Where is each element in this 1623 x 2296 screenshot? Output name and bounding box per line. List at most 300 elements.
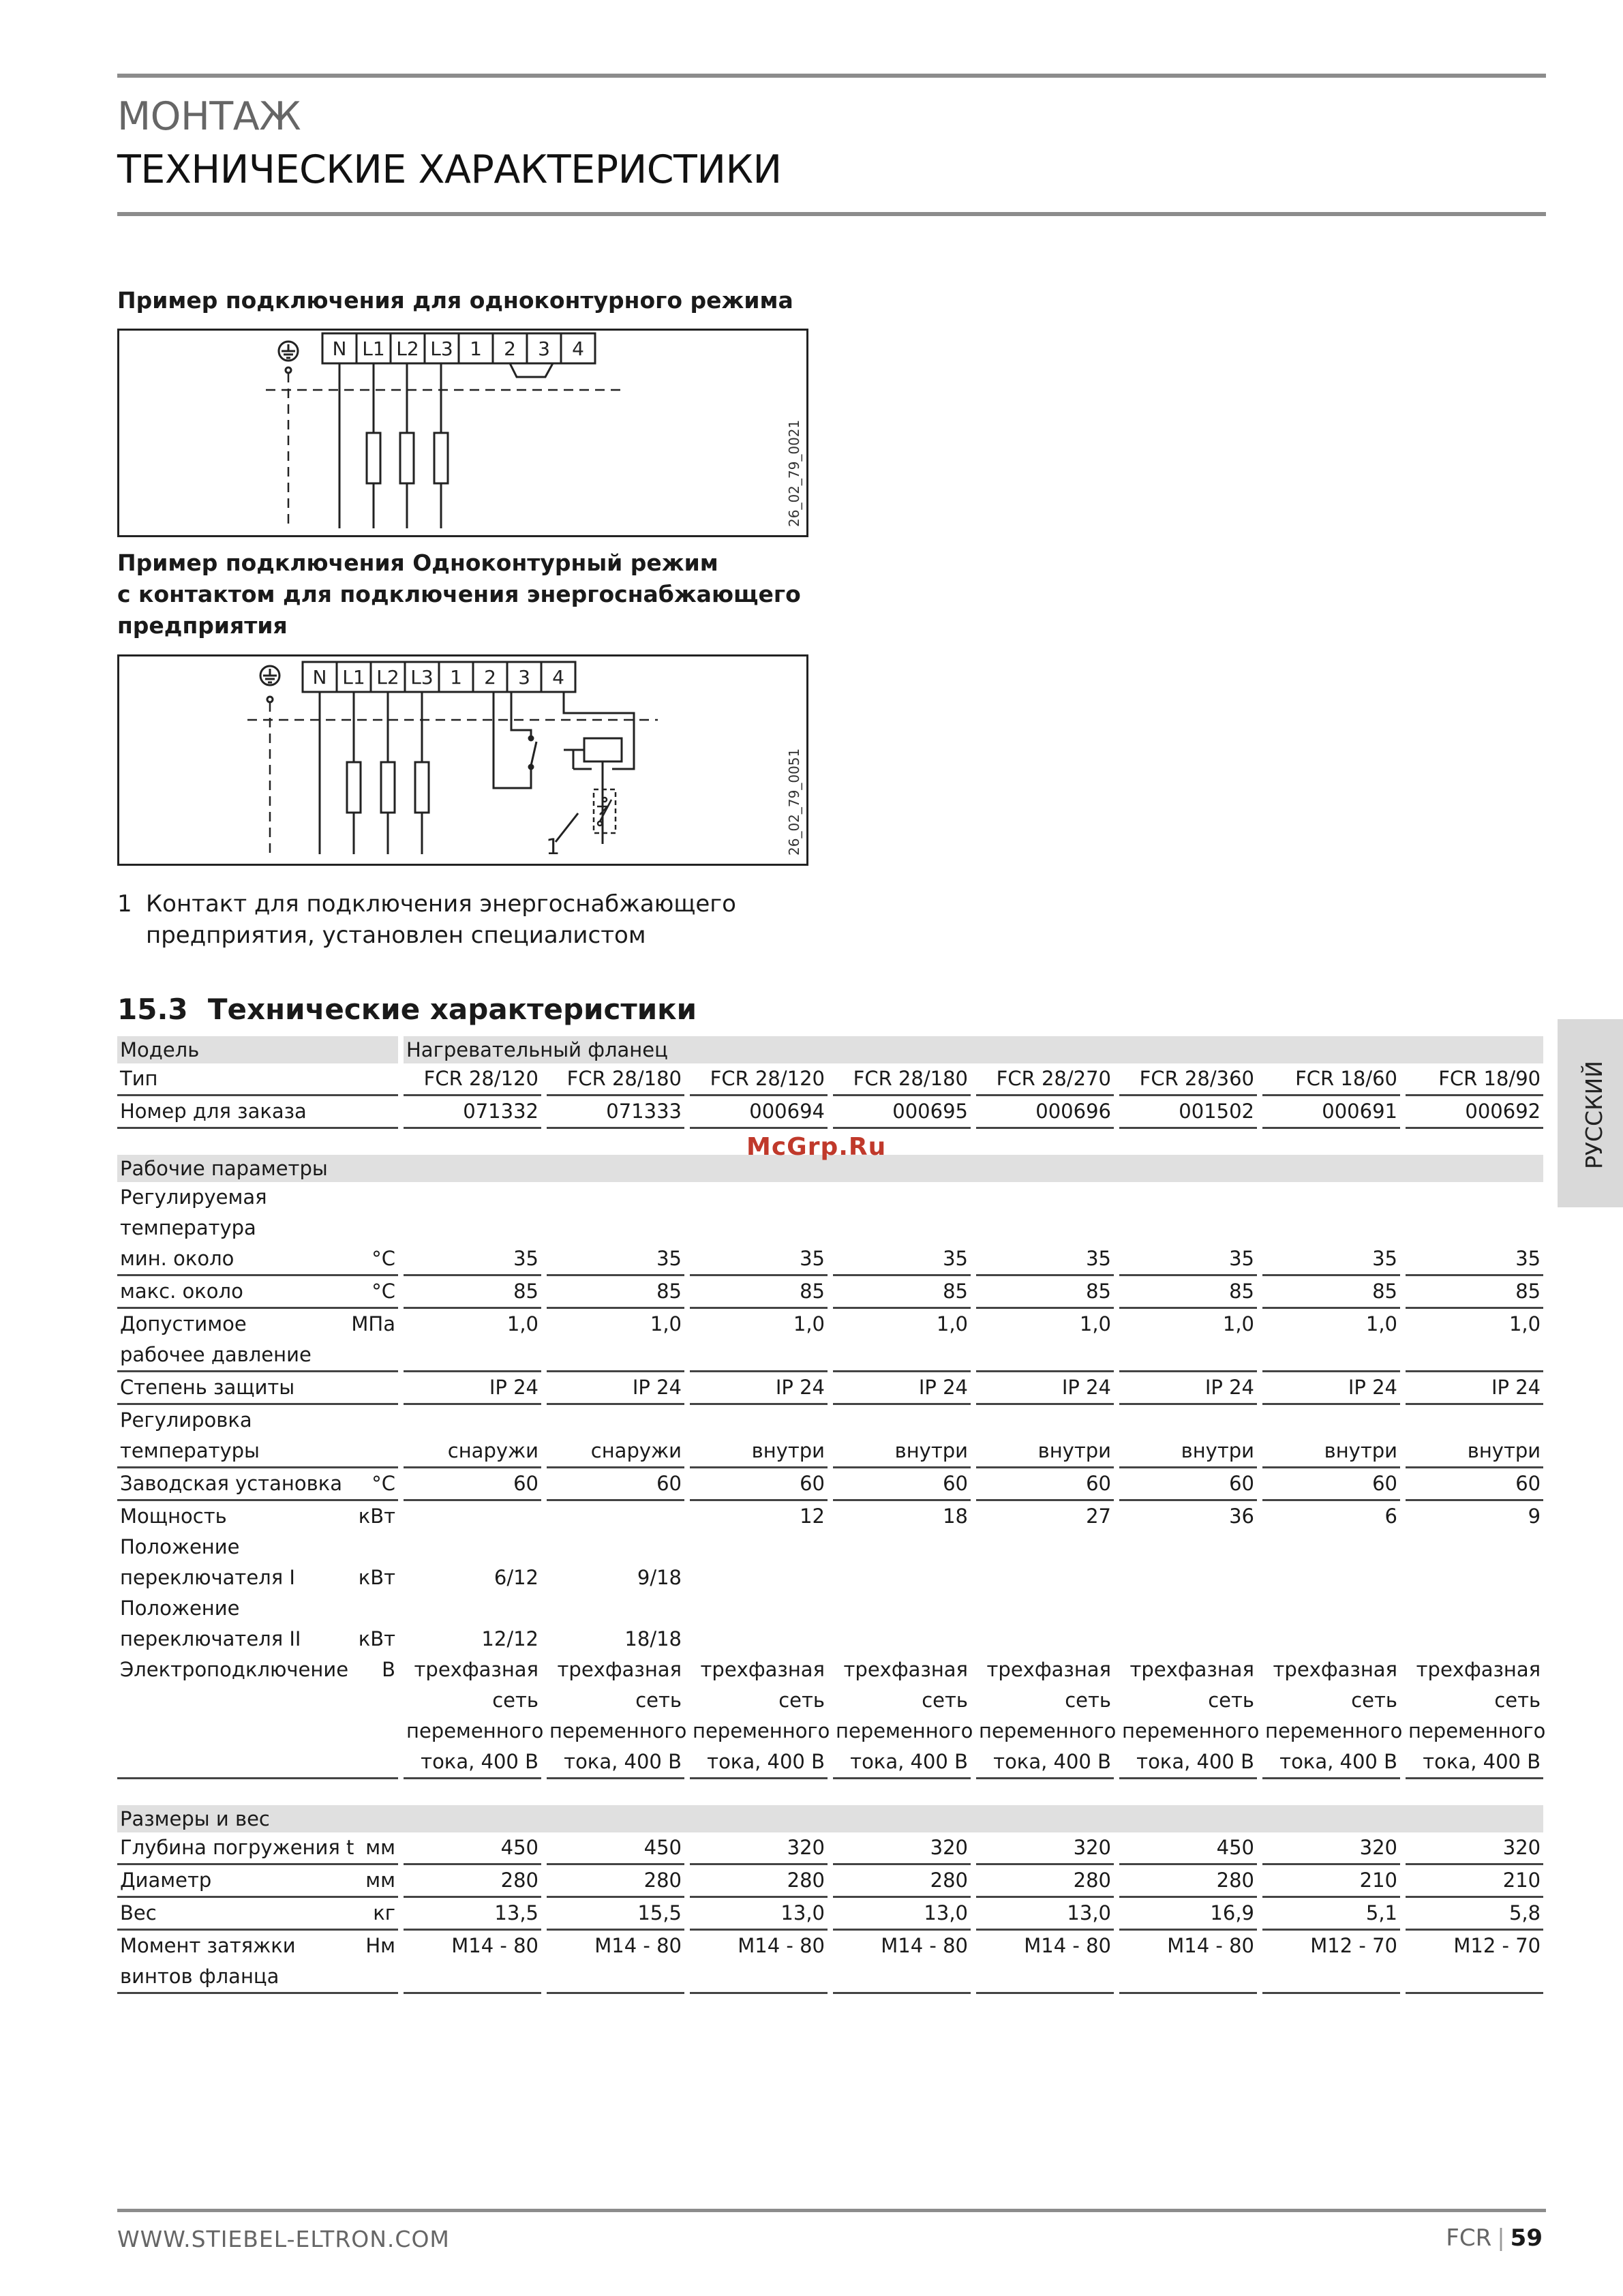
value-cell [687,1624,830,1655]
value-cell: переменного [973,1716,1117,1747]
value-cell: 210 [1260,1864,1403,1897]
row-label [117,1685,334,1716]
value-cell [544,1593,687,1624]
value-cell [1117,1532,1260,1562]
value-cell: 280 [830,1864,973,1897]
pressure-row [117,1308,1543,1340]
diameter-row [117,1864,1543,1897]
value-cell [1117,1593,1260,1624]
terminal-label: N [332,337,347,360]
value-cell [687,1340,830,1372]
value-cell: 35 [401,1243,544,1275]
value-cell: 071332 [401,1096,544,1128]
diagram1-caption: Пример подключения для одноконтурного режима [117,287,793,314]
terminal-label: 4 [572,337,584,360]
value-cell: 1,0 [973,1308,1117,1340]
value-cell: 13,0 [687,1897,830,1930]
value-cell: IP 24 [1260,1372,1403,1404]
row-label: Модель [117,1036,334,1063]
terminal-label: 1 [470,337,482,360]
row-label: Глубина погружения t [117,1832,334,1864]
value-cell: 6 [1260,1500,1403,1532]
value-cell: сеть [830,1685,973,1716]
value-cell: 280 [1117,1864,1260,1897]
row-unit: °C [334,1243,401,1275]
row-unit [334,1747,401,1779]
value-cell: переменного [1260,1716,1403,1747]
value-cell [687,1213,830,1243]
depth-row [117,1832,1543,1864]
row-unit: кВт [358,1505,395,1528]
page-title: ТЕХНИЧЕСКИЕ ХАРАКТЕРИСТИКИ [117,147,782,192]
value-cell [973,1404,1117,1436]
value-cell: 320 [687,1832,830,1864]
value-cell: FCR 18/60 [1260,1063,1403,1096]
diagram2-caption-line2: с контактом для подключения энергоснабжающего [117,581,801,607]
value-cell: трехфазная [973,1655,1117,1685]
row-label: Номер для заказа [117,1096,334,1128]
value-cell: 35 [973,1243,1117,1275]
wiring-diagram-utility-contact [117,654,808,866]
value-cell: тока, 400 В [544,1747,687,1779]
value-cell: 18/18 [544,1624,687,1655]
value-cell: переменного [401,1716,544,1747]
factory-row [117,1468,1543,1500]
value-cell [830,1593,973,1624]
section-name: Технические характеристики [207,993,697,1026]
value-cell [544,1532,687,1562]
value-cell [973,1624,1117,1655]
value-cell [687,1182,830,1213]
value-cell [544,1500,687,1532]
row-label: Допустимое [120,1312,247,1335]
value-cell [1260,1593,1403,1624]
value-cell [401,1404,544,1436]
value-cell: M12 - 70 [1260,1930,1403,1962]
row-label: Степень защиты [117,1372,334,1404]
value-cell: сеть [1117,1685,1260,1716]
row-unit [334,1096,401,1128]
row-label: Диаметр [117,1864,334,1897]
value-cell [830,1961,973,1993]
value-cell: 320 [1260,1832,1403,1864]
value-cell: 85 [1117,1275,1260,1308]
value-cell: 1,0 [544,1308,687,1340]
value-cell [401,1532,544,1562]
language-tab-label: РУССКИЙ [1581,1061,1607,1169]
language-tab[interactable] [1558,1019,1623,1207]
relay-contact [594,789,616,833]
value-cell: 35 [830,1243,973,1275]
value-cell: 280 [544,1864,687,1897]
value-cell: 000692 [1403,1096,1543,1128]
value-cell [1403,1532,1543,1562]
value-cell [401,1213,544,1243]
value-cell: FCR 28/360 [1117,1063,1260,1096]
wiring-diagram-2-svg [119,656,810,868]
value-cell: трехфазная [830,1655,973,1685]
value-cell: 320 [1403,1832,1543,1864]
value-cell: 210 [1403,1864,1543,1897]
value-cell [544,1961,687,1993]
spacer-row [117,1779,1543,1806]
value-cell: 35 [1260,1243,1403,1275]
value-cell: M12 - 70 [1403,1930,1543,1962]
model-value: Нагревательный фланец [401,1036,1543,1063]
value-cell [1403,1340,1543,1372]
torque-row-2 [117,1961,1543,1993]
value-cell: тока, 400 В [973,1747,1117,1779]
value-cell: 280 [973,1864,1117,1897]
row-unit: мм [334,1832,401,1864]
row-label: Заводская установка [117,1468,334,1500]
wiring-diagram-1-svg [119,331,810,539]
value-cell [401,1500,544,1532]
terminal-block [303,662,575,692]
value-cell: FCR 28/270 [973,1063,1117,1096]
value-cell: 60 [1117,1468,1260,1500]
value-cell: 35 [1117,1243,1260,1275]
value-cell: трехфазная [1403,1655,1543,1685]
value-cell [830,1404,973,1436]
value-cell [1403,1624,1543,1655]
row-unit: В [382,1658,395,1681]
value-cell: сеть [1260,1685,1403,1716]
reg-temp-row-1 [117,1182,1543,1213]
value-cell: внутри [1260,1436,1403,1468]
reg-temp-row-2 [117,1213,1543,1243]
footer-page [1446,2224,1543,2252]
value-cell: IP 24 [544,1372,687,1404]
electric-row-4 [117,1747,1543,1779]
value-cell: IP 24 [1403,1372,1543,1404]
order-number-row [117,1096,1543,1128]
row-unit [334,1532,401,1562]
value-cell: внутри [1117,1436,1260,1468]
footer-brand: FCR [1446,2224,1492,2252]
value-cell: 5,8 [1403,1897,1543,1930]
value-cell: трехфазная [544,1655,687,1685]
value-cell [1260,1532,1403,1562]
value-cell: 12 [687,1500,830,1532]
value-cell: 85 [401,1275,544,1308]
value-cell: 85 [687,1275,830,1308]
value-cell [1260,1182,1403,1213]
temp-min-row [117,1243,1543,1275]
row-unit: МПа [351,1312,395,1335]
value-cell [1403,1404,1543,1436]
value-cell: 450 [544,1832,687,1864]
terminal-label: L1 [342,666,365,689]
value-cell: 60 [1260,1468,1403,1500]
value-cell [830,1532,973,1562]
value-cell: 1,0 [1403,1308,1543,1340]
electric-row-1 [117,1655,1543,1685]
row-unit: Нм [365,1934,395,1957]
value-cell: снаружи [401,1436,544,1468]
terminal-label: 2 [504,337,516,360]
weight-row [117,1897,1543,1930]
fuses [367,433,448,483]
row-label: Вес [117,1897,334,1930]
diagram2-caption-line3: предприятия [117,612,288,639]
value-cell: 27 [973,1500,1117,1532]
footer-rule [117,2209,1546,2212]
section-heading: МОНТАЖ [117,94,301,139]
value-cell: сеть [973,1685,1117,1716]
value-cell: 35 [1403,1243,1543,1275]
power-row [117,1500,1543,1532]
electric-row-2 [117,1685,1543,1716]
value-cell: тока, 400 В [1260,1747,1403,1779]
section-number: 15.3 [117,993,188,1026]
wiring-diagram-single-circuit [117,329,808,537]
type-row [117,1063,1543,1096]
switch2-row-1 [117,1593,1543,1624]
band-label: Рабочие параметры [117,1155,1543,1182]
value-cell [544,1182,687,1213]
value-cell [1117,1182,1260,1213]
value-cell: 60 [687,1468,830,1500]
value-cell: переменного [830,1716,973,1747]
fuses [347,762,429,813]
switch2-row-2 [117,1624,1543,1655]
value-cell [687,1593,830,1624]
terminal-label: L3 [410,666,434,689]
value-cell: M14 - 80 [544,1930,687,1962]
terminal-label: 3 [518,666,530,689]
value-cell: 85 [1403,1275,1543,1308]
value-cell: 35 [544,1243,687,1275]
value-cell: сеть [1403,1685,1543,1716]
ground-icon [260,666,279,702]
value-cell [973,1562,1117,1593]
value-cell: 60 [401,1468,544,1500]
terminal-label: L3 [430,337,453,360]
title-rule [117,212,1546,216]
value-cell [1117,1404,1260,1436]
row-unit: кВт [358,1566,395,1589]
row-label: переключателя I [120,1566,295,1589]
value-cell [1117,1340,1260,1372]
value-cell: M14 - 80 [973,1930,1117,1962]
row-label: рабочее давление [117,1340,334,1372]
row-label: Регулируемая [120,1185,267,1209]
value-cell: M14 - 80 [687,1930,830,1962]
switch1-row-2 [117,1562,1543,1593]
value-cell [544,1213,687,1243]
band-label: Размеры и вес [117,1805,1543,1832]
value-cell [687,1404,830,1436]
watermark: McGrp.Ru [746,1133,887,1161]
value-cell [1117,1961,1260,1993]
value-cell: 1,0 [830,1308,973,1340]
temp-max-row [117,1275,1543,1308]
model-row [117,1036,1543,1063]
value-cell: 60 [1403,1468,1543,1500]
row-unit: °C [334,1468,401,1500]
value-cell [401,1340,544,1372]
value-cell [830,1182,973,1213]
value-cell: трехфазная [1117,1655,1260,1685]
value-cell: 15,5 [544,1897,687,1930]
footnote-line2: предприятия, установлен специалистом [146,922,646,949]
value-cell: 35 [687,1243,830,1275]
value-cell: тока, 400 В [1403,1747,1543,1779]
value-cell: переменного [1403,1716,1543,1747]
row-unit [334,1404,401,1436]
row-label: макс. около [117,1275,334,1308]
terminal-label: 4 [552,666,564,689]
value-cell: IP 24 [401,1372,544,1404]
value-cell: 16,9 [1117,1897,1260,1930]
terminal-label: 2 [484,666,496,689]
value-cell: 000695 [830,1096,973,1128]
spec-table [117,1036,1546,1994]
value-cell [830,1340,973,1372]
value-cell: внутри [1403,1436,1543,1468]
value-cell [544,1404,687,1436]
value-cell: 12/12 [401,1624,544,1655]
row-label: Регулировка [120,1408,252,1432]
value-cell [830,1213,973,1243]
value-cell: IP 24 [973,1372,1117,1404]
value-cell: внутри [973,1436,1117,1468]
value-cell: тока, 400 В [1117,1747,1260,1779]
value-cell: 280 [687,1864,830,1897]
value-cell: FCR 28/180 [830,1063,973,1096]
value-cell: 320 [830,1832,973,1864]
value-cell: переменного [687,1716,830,1747]
row-unit: кг [334,1897,401,1930]
row-unit [334,1182,401,1213]
value-cell: снаружи [544,1436,687,1468]
row-unit [334,1685,401,1716]
top-rule [117,74,1546,78]
value-cell [544,1340,687,1372]
value-cell: тока, 400 В [401,1747,544,1779]
electric-row-3 [117,1716,1543,1747]
value-cell: 85 [973,1275,1117,1308]
value-cell: FCR 28/120 [687,1063,830,1096]
value-cell: 280 [401,1864,544,1897]
row-unit: кВт [358,1627,395,1650]
value-cell [973,1340,1117,1372]
value-cell: 320 [973,1832,1117,1864]
value-cell [687,1532,830,1562]
temp-control-row-1 [117,1404,1543,1436]
value-cell: сеть [544,1685,687,1716]
value-cell: 450 [401,1832,544,1864]
wires [320,692,634,854]
value-cell: 1,0 [687,1308,830,1340]
value-cell [830,1562,973,1593]
value-cell: 18 [830,1500,973,1532]
value-cell: переменного [1117,1716,1260,1747]
value-cell: 1,0 [401,1308,544,1340]
row-label: Тип [117,1063,334,1096]
row-label: Электроподключение [120,1658,349,1681]
value-cell: FCR 28/120 [401,1063,544,1096]
value-cell: 001502 [1117,1096,1260,1128]
value-cell: 13,0 [830,1897,973,1930]
terminal-block [322,333,595,363]
pressure-row-2 [117,1340,1543,1372]
value-cell [1260,1213,1403,1243]
value-cell: 13,5 [401,1897,544,1930]
value-cell: 000691 [1260,1096,1403,1128]
value-cell [401,1593,544,1624]
value-cell: M14 - 80 [1117,1930,1260,1962]
value-cell: IP 24 [1117,1372,1260,1404]
row-unit [334,1036,401,1063]
switch1-row-1 [117,1532,1543,1562]
value-cell: IP 24 [687,1372,830,1404]
value-cell: M14 - 80 [401,1930,544,1962]
value-cell [1403,1182,1543,1213]
value-cell: сеть [401,1685,544,1716]
value-cell [1260,1961,1403,1993]
value-cell: трехфазная [687,1655,830,1685]
page-number: 59 [1510,2224,1543,2252]
value-cell: FCR 28/180 [544,1063,687,1096]
footer-url[interactable]: WWW.STIEBEL-ELTRON.COM [117,2226,450,2252]
value-cell: переменного [544,1716,687,1747]
value-cell: 000694 [687,1096,830,1128]
row-unit [334,1961,401,1993]
terminal-label: N [312,666,327,689]
value-cell: 1,0 [1117,1308,1260,1340]
terminal-label: 3 [538,337,550,360]
value-cell: 450 [1117,1832,1260,1864]
footnote-line1: Контакт для подключения энергоснабжающего [146,890,736,918]
diagram2-caption-line1: Пример подключения Одноконтурный режим [117,549,718,576]
row-label: температуры [117,1436,334,1468]
value-cell: 071333 [544,1096,687,1128]
row-unit [334,1716,401,1747]
spacer [117,1779,1543,1806]
value-cell: тока, 400 В [687,1747,830,1779]
terminal-label: 1 [450,666,462,689]
value-cell: 60 [544,1468,687,1500]
value-cell: 9 [1403,1500,1543,1532]
terminal-label: L2 [396,337,419,360]
section-title [117,993,697,1026]
footer-separator: | [1497,2224,1505,2252]
value-cell: 13,0 [973,1897,1117,1930]
terminal-label: L2 [376,666,399,689]
value-cell [687,1562,830,1593]
row-unit: мм [334,1864,401,1897]
value-cell: 6/12 [401,1562,544,1593]
value-cell [973,1213,1117,1243]
value-cell [1260,1340,1403,1372]
row-label: Мощность [120,1505,227,1528]
value-cell: 36 [1117,1500,1260,1532]
value-cell: FCR 18/90 [1403,1063,1543,1096]
value-cell [830,1624,973,1655]
figure-id: 26_02_79_0051 [786,748,802,856]
value-cell [1260,1624,1403,1655]
row-unit [334,1436,401,1468]
value-cell [1403,1213,1543,1243]
value-cell: внутри [687,1436,830,1468]
value-cell [401,1182,544,1213]
value-cell: сеть [687,1685,830,1716]
value-cell [1260,1562,1403,1593]
value-cell: тока, 400 В [830,1747,973,1779]
row-unit [334,1372,401,1404]
